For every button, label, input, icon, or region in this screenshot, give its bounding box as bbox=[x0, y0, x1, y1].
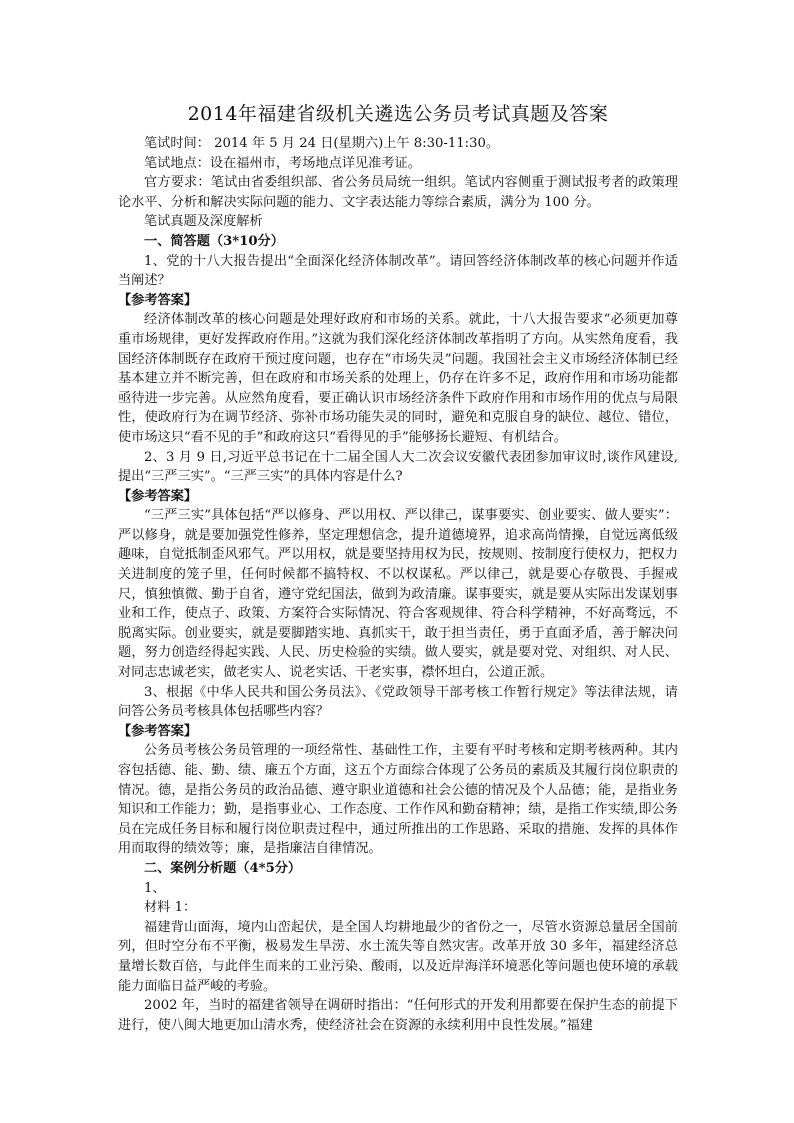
question-2: 2、3 月 9 日,习近平总书记在十二届全国人大二次会议安徽代表团参加审议时,谈作风建设,提出“三严三实”。“三严三实”的具体内容是什么? bbox=[118, 449, 678, 485]
exam-place: 笔试地点：设在福州市，考场地点详见准考证。 bbox=[144, 155, 421, 171]
material-label: 材料 1： bbox=[144, 900, 197, 916]
answer-2: “三严三实”具体包括“严以修身、严以用权、严以律己，谋事要实、创业要实、做人要实”：严以修身，就是要加强党性修养，坚定理想信念，提升道德境界，追求高尚情操，自觉远离低级趣味，自觉抵制歪风邪气。严以用权，就是要坚持用权为民，按规则、按制度行使权力，把权力关进制度的笼子里，任何时候都不搞特权、不以权谋私。严以律己，就是要心存敬畏、手握戒尺，慎独慎微、勤于自省，遵守党纪国法，做到为政清廉。谋事要实，就是要从实际出发谋划事业和工作，使点子、政策、方案符合实际情况、符合客观规律、符合科学精神，不好高骛远，不脱离实际。创业要实，就是要脚踏实地、真抓实干，敢于担当责任，勇于直面矛盾，善于解决问题，努力创造经得起实践、人民、历史检验的实绩。做人要实，就是要对党、对组织、对人民、对同志忠诚老实，做老实人、说老实话、干老实事，襟怀坦白，公道正派。 bbox=[118, 508, 678, 681]
question-3: 3、根据《中华人民共和国公务员法》、《党政领导干部考核工作暂行规定》等法律法规，请问答公务员考核具体包括哪些内容？ bbox=[118, 684, 678, 720]
exam-time: 笔试时间： 2014 年 5 月 24 日(星期六)上午 8:30-11:30。 bbox=[144, 136, 500, 151]
document-title: 2014年福建省级机关遴选公务员考试真题及答案 bbox=[187, 103, 609, 125]
reference-answer-label-2: 【参考答案】 bbox=[118, 488, 198, 504]
material-paragraph-1: 福建背山面海，境内山峦起伏，是全国人均耕地最少的省份之一，尽管水资源总量居全国前列，但时空分布不平衡，极易发生旱涝、水土流失等自然灾害。改革开放 30 多年，福建经济总量增长数百倍，与此伴生而来的工业污染、酸雨，以及近岸海洋环境恶化等问题也使环境的承载能力面临日益严峻的考验。 bbox=[118, 919, 678, 994]
reference-answer-label-3: 【参考答案】 bbox=[118, 723, 198, 739]
answer-3: 公务员考核公务员管理的一项经常性、基础性工作，主要有平时考核和定期考核两种。其内容包括德、能、勤、绩、廉五个方面，这五个方面综合体现了公务员的素质及其履行岗位职责的情况。德，是指公务员的政治品德、遵守职业道德和社会公德的情况及个人品德；能，是指业务知识和工作能力；勤，是指事业心、工作态度、工作作风和勤奋精神；绩，是指工作实绩,即公务员在完成任务目标和履行岗位职责过程中，通过所推出的工作思路、采取的措施、发挥的具体作用而取得的绩效等；廉，是指廉洁自律情况。 bbox=[118, 743, 678, 857]
answer-1: 经济体制改革的核心问题是处理好政府和市场的关系。就此，十八大报告要求“必须更加尊重市场规律，更好发挥政府作用。”这就为我们深化经济体制改革指明了方向。从实然角度看，我国经济体制既存在政府干预过度问题，也存在“市场失灵”问题。我国社会主义市场经济体制已经基本建立并不断完善，但在政府和市场关系的处理上，仍存在许多不足，政府作用和市场功能都亟待进一步完善。从应然角度看，要正确认识市场经济条件下政府作用和市场作用的优点与局限性，使政府行为在调节经济、弥补市场功能失灵的同时，避免和克服自身的缺位、越位、错位，使市场这只“看不见的手”和政府这只“看得见的手”能够扬长避短、有机结合。 bbox=[118, 312, 678, 445]
material-paragraph-2: 2002 年，当时的福建省领导在调研时指出：“任何形式的开发利用都要在保护生态的前提下进行，使八闽大地更加山清水秀，使经济社会在资源的永续利用中良性发展。”福建 bbox=[118, 998, 678, 1033]
reference-answer-label-1: 【参考答案】 bbox=[118, 292, 198, 308]
section-heading-2: 二、案例分析题（4*5分） bbox=[144, 860, 302, 876]
document-page bbox=[118, 100, 678, 1035]
question-1: 1、党的十八大报告提出“全面深化经济体制改革”。请回答经济体制改革的核心问题并作适当阐述？ bbox=[118, 253, 678, 289]
case-number: 1、 bbox=[144, 880, 166, 896]
analysis-title: 笔试真题及深度解析 bbox=[144, 214, 263, 230]
section-heading-1: 一、简答题（3*10分） bbox=[144, 233, 284, 249]
official-requirement: 官方要求：笔试由省委组织部、省公务员局统一组织。笔试内容侧重于测试报考者的政策理论水平、分析和解决实际问题的能力、文字表达能力等综合素质，满分为 100 分。 bbox=[118, 175, 678, 210]
